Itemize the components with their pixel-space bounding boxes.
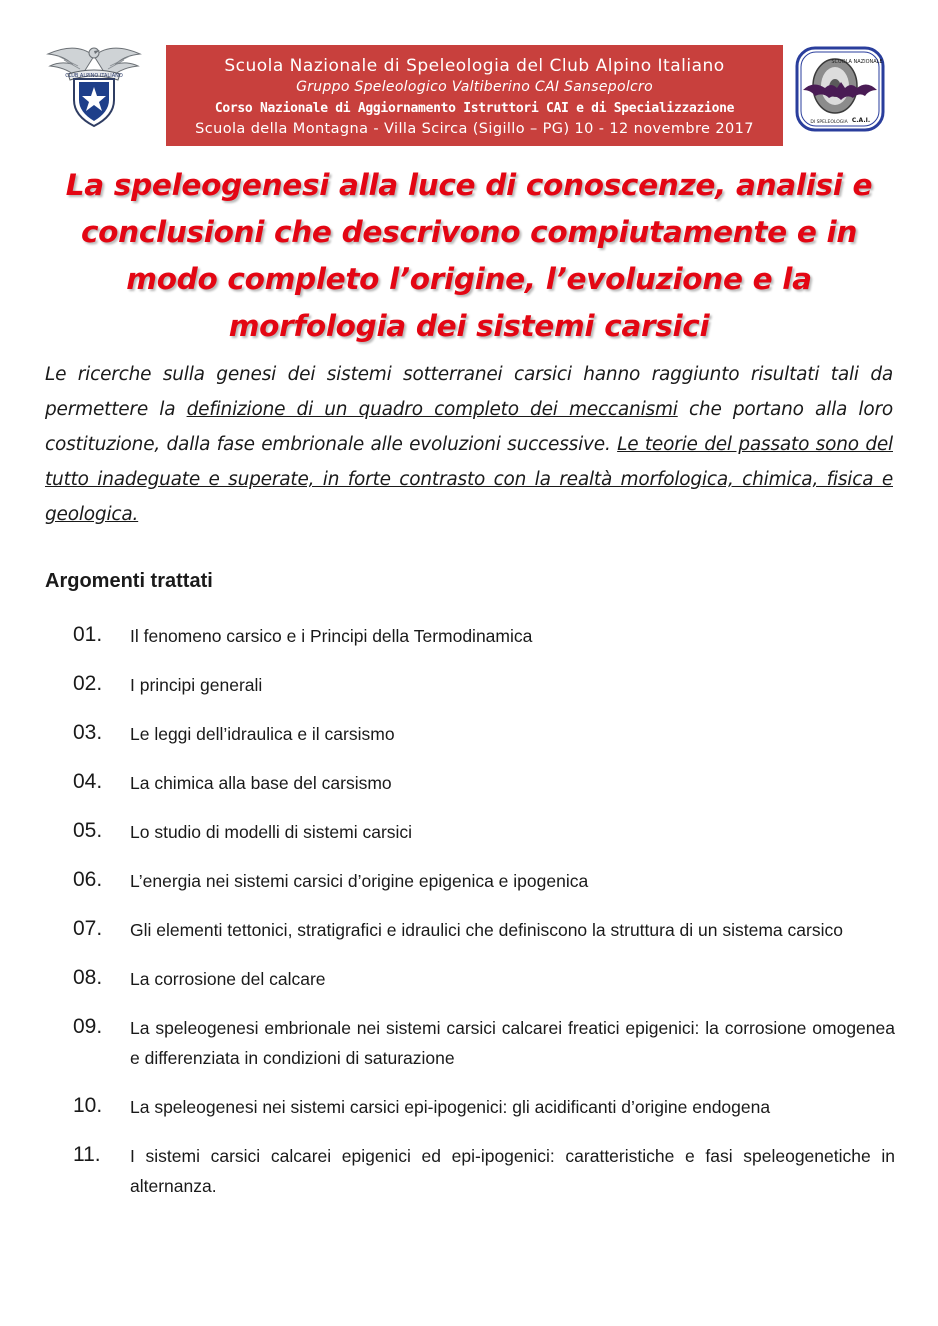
topic-number: 01. — [73, 623, 103, 646]
header-location-date: Scuola della Montagna - Villa Scirca (Sigillo – PG) 10 - 12 novembre 2017 — [195, 121, 754, 137]
header-course-name: Corso Nazionale di Aggiornamento Istruttori CAI e di Specializzazione — [214, 101, 735, 116]
topic-text: Le leggi dell’idraulica e il carsismo — [130, 724, 395, 744]
list-item — [73, 620, 895, 651]
list-item — [73, 865, 895, 896]
topic-text: Lo studio di modelli di sistemi carsici — [130, 822, 413, 842]
list-item — [73, 963, 895, 994]
topic-number: 06. — [73, 868, 103, 891]
logo-right-cai-text: C.A.I. — [851, 117, 871, 124]
topic-number: 05. — [73, 819, 103, 842]
page-title: La speleogenesi alla luce di conoscenze, analisi e conclusioni che descrivono compiutamente e in modo completo l’origine, l’evoluzione e la morfologia dei sistemi carsici — [65, 168, 873, 343]
topic-number: 07. — [73, 917, 103, 940]
topics-heading: Argomenti trattati — [45, 570, 213, 592]
topic-text: L’energia nei sistemi carsici d’origine epigenica e ipogenica — [130, 871, 589, 891]
list-item — [73, 816, 895, 847]
topic-number: 11. — [73, 1143, 101, 1166]
topic-text: La speleogenesi embrionale nei sistemi carsici calcarei freatici epigenici: la corrosione omogenea e differenziata in condizioni di saturazione — [130, 1018, 895, 1068]
topic-text: I principi generali — [130, 675, 263, 695]
intro-paragraph — [45, 357, 893, 532]
topic-text: Il fenomeno carsico e i Principi della Termodinamica — [130, 626, 533, 646]
topic-number: 03. — [73, 721, 103, 744]
topic-text: I sistemi carsici calcarei epigenici ed epi-ipogenici: caratteristiche e fasi speleogenetiche in alternanza. — [130, 1146, 895, 1196]
list-item — [73, 669, 895, 700]
list-item — [73, 1140, 895, 1201]
intro-text-2: che portano alla loro costituzione, dalla fase embrionale alle evoluzioni successive. — [45, 399, 893, 455]
intro-text-underlined-1: definizione di un quadro completo dei meccanismi — [186, 399, 678, 420]
logo-right-bottom-text: DI SPELEOLOGIA — [810, 120, 848, 125]
topic-number: 02. — [73, 672, 103, 695]
topic-text: La speleogenesi nei sistemi carsici epi-ipogenici: gli acidificanti d’origine endogena — [130, 1097, 771, 1117]
topic-number: 08. — [73, 966, 103, 989]
list-item — [73, 767, 895, 798]
topics-list — [73, 620, 895, 1219]
list-item — [73, 914, 895, 945]
topic-text: Gli elementi tettonici, stratigrafici e idraulici che definiscono la struttura di un sistema carsico — [130, 920, 843, 940]
logo-right-top-text: SCUOLA NAZIONALE — [831, 59, 883, 65]
topic-text: La corrosione del calcare — [130, 969, 326, 989]
intro-text-underlined-2: Le teorie del passato sono del tutto inadeguate e superate, in forte contrasto con la realtà morfologica, chimica, fisica e geologica. — [45, 434, 893, 525]
list-item — [73, 1012, 895, 1073]
topic-number: 10. — [73, 1094, 103, 1117]
topic-number: 04. — [73, 770, 103, 793]
cai-eagle-emblem-icon — [44, 42, 144, 128]
header-school-name: Scuola Nazionale di Speleologia del Club Alpino Italiano — [224, 56, 725, 76]
intro-text-1: Le ricerche sulla genesi dei sistemi sotterranei carsici hanno raggiunto risultati tali da permettere la — [45, 364, 893, 420]
list-item — [73, 718, 895, 749]
list-item — [73, 1091, 895, 1122]
header-group-name: Gruppo Speleologico Valtiberino CAI Sansepolcro — [296, 79, 653, 95]
logo-left-ribbon-text: CLUB ALPINO ITALIANO — [65, 73, 123, 79]
topic-number: 09. — [73, 1015, 103, 1038]
topic-text: La chimica alla base del carsismo — [130, 773, 392, 793]
header-banner — [166, 45, 783, 146]
scuola-nazionale-speleologia-bat-icon — [795, 46, 885, 132]
